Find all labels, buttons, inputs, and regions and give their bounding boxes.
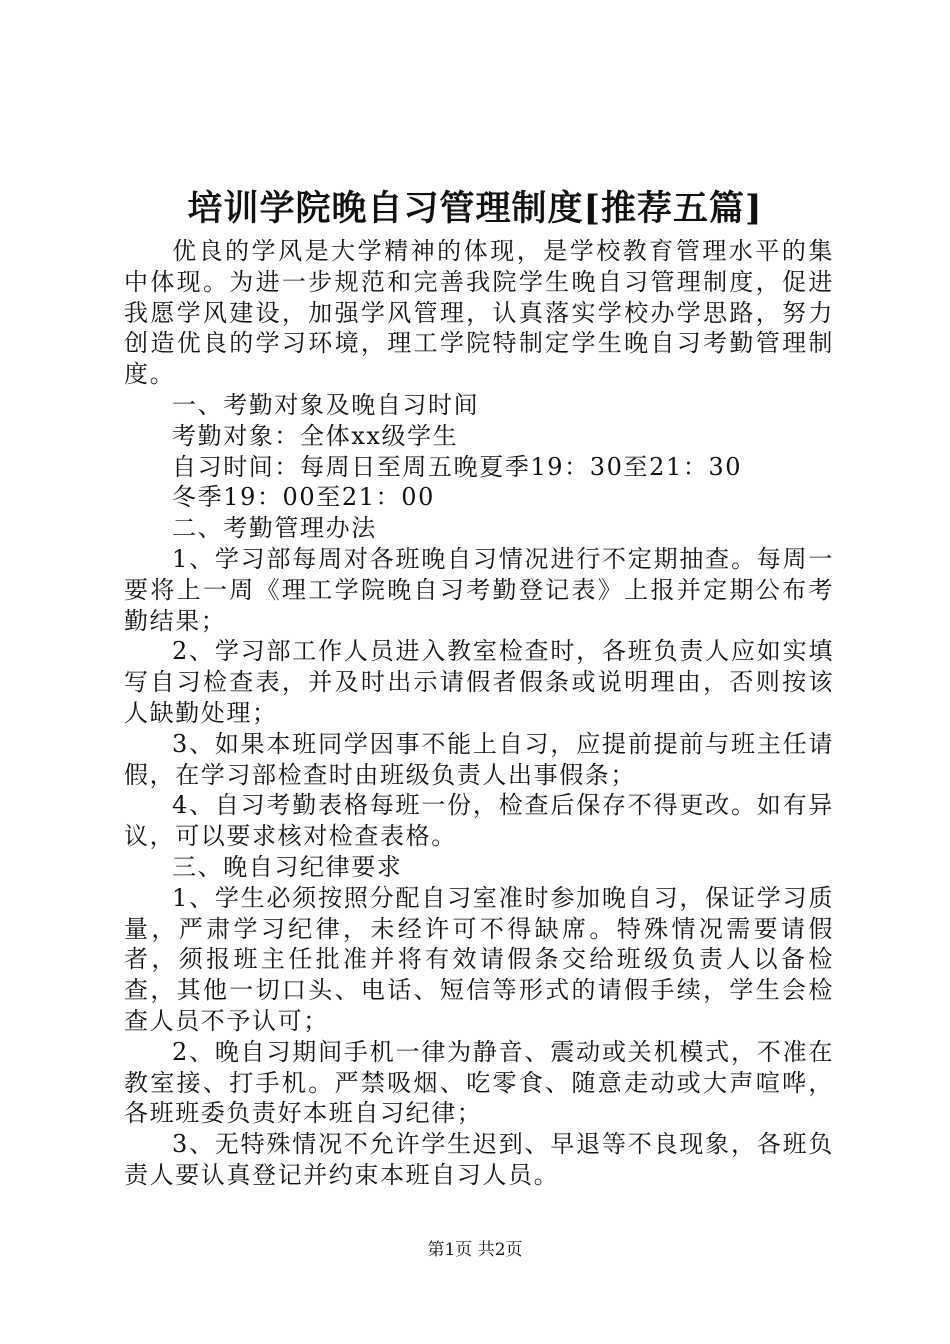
page-footer: 第1页 共2页 bbox=[427, 1240, 523, 1260]
paragraph-intro: 优良的学风是大学精神的体现，是学校教育管理水平的集中体现。为进一步规范和完善我院学生晚自习管理制度，促进我愿学风建设，加强学风管理，认真落实学校办学思路，努力创造优良的学习环境，理工学院特制定学生晚自习考勤管理制度。 bbox=[124, 237, 834, 389]
heading-section-2: 二、考勤管理办法 bbox=[172, 514, 377, 543]
paragraph-study-time: 自习时间：每周日至周五晚夏季19：30至21：30 bbox=[172, 452, 743, 481]
heading-section-1: 一、考勤对象及晚自习时间 bbox=[172, 390, 480, 419]
paragraph-attendance-target: 考勤对象：全体xx级学生 bbox=[172, 421, 459, 450]
document-body bbox=[124, 236, 834, 1191]
paragraph-item-3-3: 3、无特殊情况不允许学生迟到、早退等不良现象，各班负责人要认真登记并约束本班自习人员。 bbox=[124, 1130, 834, 1189]
heading-section-3: 三、晚自习纪律要求 bbox=[172, 852, 403, 881]
paragraph-item-2-1: 1、学习部每周对各班晚自习情况进行不定期抽查。每周一要将上一周《理工学院晚自习考勤登记表》上报并定期公布考勤结果； bbox=[124, 544, 834, 635]
document-title: 培训学院晚自习管理制度[推荐五篇] bbox=[187, 188, 763, 229]
paragraph-item-2-2: 2、学习部工作人员进入教室检查时，各班负责人应如实填写自习检查表，并及时出示请假者假条或说明理由，否则按该人缺勤处理； bbox=[124, 637, 834, 727]
paragraph-winter-time: 冬季19：00至21：00 bbox=[172, 483, 435, 512]
paragraph-item-2-3: 3、如果本班同学因事不能上自习，应提前提前与班主任请假，在学习部检查时由班级负责人出事假条； bbox=[124, 729, 834, 789]
paragraph-item-3-2: 2、晚自习期间手机一律为静音、震动或关机模式，不准在教室接、打手机。严禁吸烟、吃零食、随意走动或大声喧哗，各班班委负责好本班自习纪律； bbox=[124, 1037, 834, 1128]
paragraph-item-3-1: 1、学生必须按照分配自习室准时参加晚自习，保证学习质量，严肃学习纪律，未经许可不得缺席。特殊情况需要请假者，须报班主任批准并将有效请假条交给班级负责人以备检查，其他一切口头、电话、短信等形式的请假手续，学生会检查人员不予认可； bbox=[124, 883, 834, 1035]
paragraph-item-2-4: 4、自习考勤表格每班一份，检查后保存不得更改。如有异议，可以要求核对检查表格。 bbox=[124, 791, 834, 851]
